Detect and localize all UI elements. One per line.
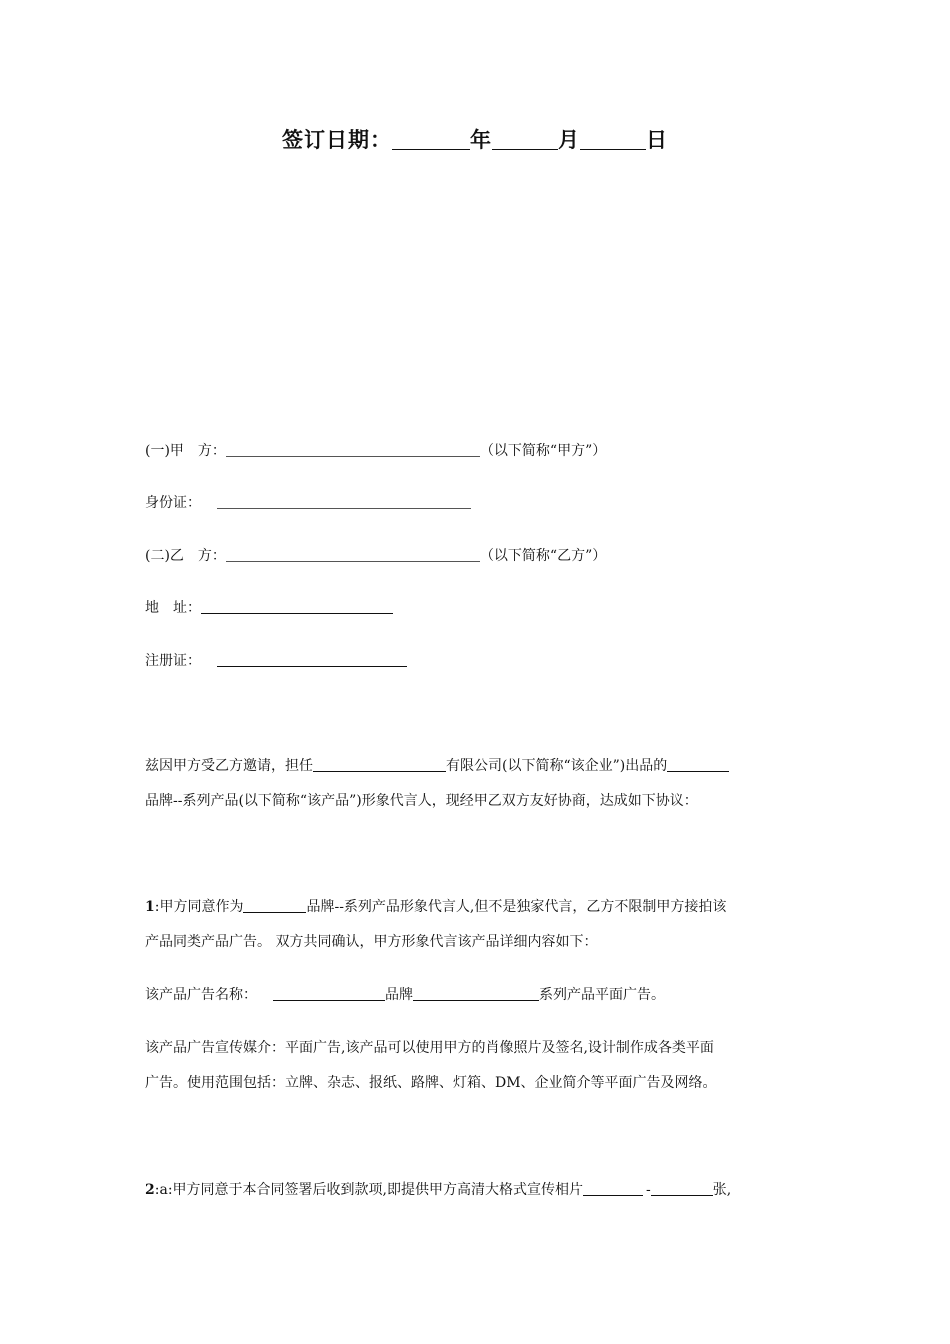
clause-text: 该产品广告宣传媒介：平面广告,该产品可以使用甲方的肖像照片及签名,设计制作成各类平面 <box>145 1040 714 1056</box>
party-a-blank <box>226 442 480 457</box>
month-label: 月 <box>558 127 580 152</box>
address-line <box>145 598 393 618</box>
year-blank <box>392 129 470 150</box>
registration-line <box>145 651 407 671</box>
clause-2-line-1 <box>145 1180 731 1200</box>
month-blank <box>492 129 558 150</box>
preamble-text: 有限公司(以下简称“该企业”)出品的 <box>446 758 668 774</box>
party-b-blank <box>226 547 480 562</box>
clause-text: 品牌--系列产品形象代言人,但不是独家代言，乙方不限制甲方接拍该 <box>306 899 727 915</box>
brand-blank <box>243 898 306 913</box>
clause-text: 产品同类产品广告。 双方共同确认，甲方形象代言该产品详细内容如下： <box>145 934 598 950</box>
clause-number: 1 <box>145 899 155 915</box>
party-a-line <box>145 441 606 461</box>
signing-date-heading <box>0 124 950 154</box>
ad-name-label: 该产品广告名称： <box>145 987 257 1003</box>
clause-number: 2 <box>145 1182 155 1198</box>
preamble-text: 品牌--系列产品(以下简称“该产品”)形象代言人，现经甲乙双方友好协商，达成如下协议： <box>145 793 698 809</box>
registration-blank <box>217 652 407 667</box>
signing-date-label: 签订日期： <box>282 127 392 152</box>
ad-name-blank <box>273 986 385 1001</box>
year-label: 年 <box>470 127 492 152</box>
clause-text: :a:甲方同意于本合同签署后收到款项,即提供甲方高清大格式宣传相片 <box>154 1182 583 1198</box>
ad-name-line <box>145 985 665 1005</box>
ad-media-line-2 <box>145 1073 717 1093</box>
brand-blank <box>667 757 729 772</box>
preamble-line-2 <box>145 791 698 811</box>
clause-text: - <box>645 1182 651 1198</box>
party-b-suffix: （以下简称“乙方”） <box>479 548 607 564</box>
address-blank <box>201 599 393 614</box>
series-blank <box>413 986 539 1001</box>
party-b-line <box>145 546 606 566</box>
ad-media-line-1 <box>145 1038 714 1058</box>
clause-text: 广告。使用范围包括：立牌、杂志、报纸、路牌、灯箱、DM、企业简介等平面广告及网络。 <box>145 1075 717 1091</box>
preamble-text: 兹因甲方受乙方邀请，担任 <box>145 758 313 774</box>
day-blank <box>580 129 646 150</box>
party-a-label: (一)甲 方： <box>145 443 226 459</box>
id-card-line <box>145 493 471 513</box>
photo-count-min-blank <box>583 1181 643 1196</box>
party-b-label: (二)乙 方： <box>145 548 226 564</box>
clause-text: :甲方同意作为 <box>154 899 244 915</box>
id-card-blank <box>217 494 471 509</box>
preamble-line-1 <box>145 756 729 776</box>
company-blank <box>313 757 446 772</box>
clause-1-line-2 <box>145 932 597 952</box>
id-card-label: 身份证： <box>145 495 201 511</box>
day-label: 日 <box>646 127 668 152</box>
address-label: 地 址： <box>145 600 201 616</box>
clause-1-line-1 <box>145 897 726 917</box>
clause-text: 系列产品平面广告。 <box>539 987 665 1003</box>
photo-count-max-blank <box>651 1181 713 1196</box>
party-a-suffix: （以下简称“甲方”） <box>479 443 607 459</box>
registration-label: 注册证： <box>145 653 201 669</box>
clause-text: 品牌 <box>385 987 413 1003</box>
clause-text: 张, <box>712 1182 732 1198</box>
